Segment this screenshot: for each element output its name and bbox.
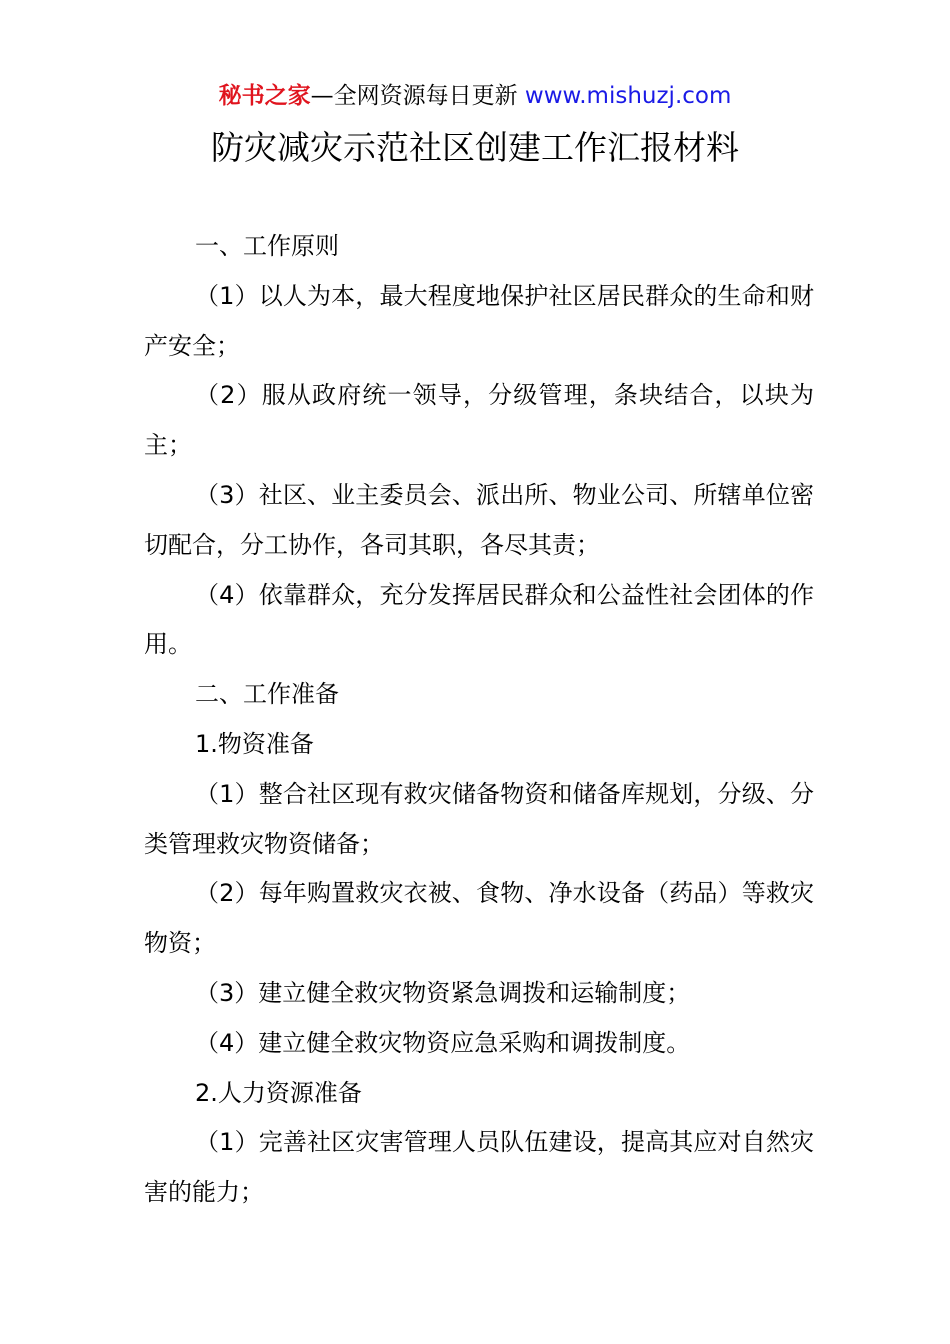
header-tagline: —全网资源每日更新: [310, 83, 518, 109]
section-heading-principles: 一、工作原则: [195, 232, 339, 260]
paragraph: （1）整合社区现有救灾储备物资和储备库规划，分级、分类管理救灾物资储备；: [144, 779, 814, 858]
paragraph: （4）建立健全救灾物资应急采购和调拨制度。: [195, 1028, 691, 1057]
document-title: 防灾减灾示范社区创建工作汇报材料: [211, 128, 739, 167]
paragraph: （1）以人为本，最大程度地保护社区居民群众的生命和财产安全；: [144, 281, 814, 360]
subheading-human-resources: 2.人力资源准备: [195, 1078, 362, 1107]
paragraph: （2）每年购置救灾衣被、食物、净水设备（药品）等救灾物资；: [144, 879, 814, 958]
paragraph: （3）建立健全救灾物资紧急调拨和运输制度；: [195, 978, 691, 1007]
paragraph: （2）服从政府统一领导，分级管理，条块结合，以块为主；: [144, 381, 814, 460]
document-body: [144, 222, 814, 1218]
site-header: [0, 80, 950, 112]
section-heading-preparation: 二、工作准备: [195, 680, 339, 709]
brand-name: 秘书之家: [218, 83, 311, 109]
paragraph: （3）社区、业主委员会、派出所、物业公司、所辖单位密切配合，分工协作，各司其职，各尽其责；: [144, 480, 814, 559]
site-url-link[interactable]: www.mishuzj.com: [524, 83, 732, 109]
subheading-materials: 1.物资准备: [195, 729, 314, 758]
paragraph: （1）完善社区灾害管理人员队伍建设，提高其应对自然灾害的能力；: [144, 1128, 814, 1207]
paragraph: （4）依靠群众，充分发挥居民群众和公益性社会团体的作用。: [144, 580, 814, 659]
